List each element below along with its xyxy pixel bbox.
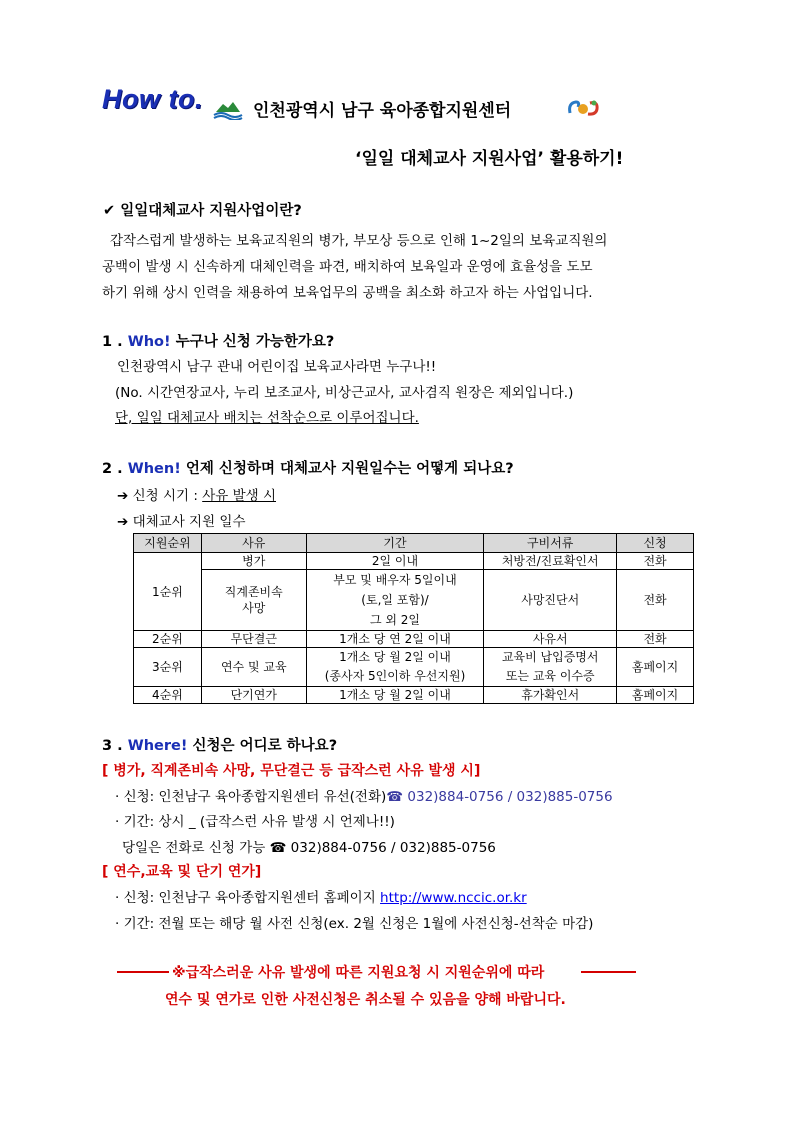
- notice-divider-right: [581, 971, 636, 973]
- q2-key: When!: [127, 461, 181, 477]
- table-header-cell: 기간: [306, 534, 484, 553]
- how-to-logo-text: How to.: [102, 84, 203, 114]
- reason-cell: 단기연가: [201, 687, 306, 704]
- q1-question: 누구나 신청 가능한가요?: [175, 334, 335, 350]
- reason-cell: 연수 및 교육: [201, 648, 306, 687]
- reason-cell: 병가: [201, 553, 306, 570]
- reason-cell: [201, 570, 306, 631]
- period-line: 그 외 2일: [369, 613, 421, 627]
- document-cell: 휴가확인서: [484, 687, 617, 704]
- document-cell: 사망진단서: [484, 570, 617, 631]
- table-row: [134, 570, 694, 631]
- period-cell: 1개소 당 연 2일 이내: [306, 631, 484, 648]
- notice-line-2: 연수 및 연가로 인한 사전신청은 취소될 수 있음을 양해 바랍니다.: [165, 992, 566, 1008]
- q2-days-label: ➔ 대체교사 지원 일수: [117, 514, 246, 530]
- center-name: 인천광역시 남구 육아종합지원센터: [253, 101, 512, 121]
- apply-method-cell: 전화: [617, 553, 694, 570]
- district-emblem-icon: [213, 98, 243, 120]
- homepage-link[interactable]: http://www.nccic.or.kr: [380, 890, 527, 906]
- period-cell: 2일 이내: [306, 553, 484, 570]
- document-cell: 처방전/진료확인서: [484, 553, 617, 570]
- planned-apply-label: · 신청: 인천남구 육아종합지원센터 홈페이지: [115, 890, 381, 906]
- urgent-apply-label: · 신청: 인천남구 육아종합지원센터 유선(전화): [115, 789, 387, 805]
- table-header-row: [134, 534, 694, 553]
- support-days-table: [133, 533, 694, 704]
- table-header-cell: 구비서류: [484, 534, 617, 553]
- table-row: [134, 648, 694, 687]
- table-header-cell: 사유: [201, 534, 306, 553]
- q3-heading: [102, 734, 337, 755]
- reason-line: 사망: [242, 601, 266, 615]
- document-line: 또는 교육 이수증: [505, 669, 595, 683]
- q1-line-3: 단, 일일 대체교사 배치는 선착순으로 이루어집니다.: [115, 410, 419, 426]
- urgent-section-title: [ 병가, 직계존비속 사망, 무단결근 등 급작스런 사유 발생 시]: [102, 763, 481, 779]
- apply-method-cell: 홈페이지: [617, 648, 694, 687]
- period-line: 부모 및 배우자 5일이내: [333, 573, 457, 587]
- q2-timing-line: [117, 484, 276, 504]
- q1-heading: [102, 330, 334, 351]
- urgent-apply-line: [115, 785, 613, 805]
- q2-timing-value: 사유 발생 시: [202, 488, 276, 504]
- table-row: [134, 553, 694, 570]
- q1-number: 1 .: [102, 334, 123, 350]
- urgent-period-line: · 기간: 상시 _ (급작스런 사유 발생 시 언제나!!): [115, 814, 395, 830]
- document-cell: 사유서: [484, 631, 617, 648]
- rank-cell: 1순위: [134, 553, 202, 631]
- q2-heading: [102, 457, 514, 478]
- urgent-sameday-line: 당일은 전화로 신청 가능 ☎ 032)884-0756 / 032)885-0756: [122, 840, 496, 856]
- q3-number: 3 .: [102, 738, 123, 754]
- q1-line-2: (No. 시간연장교사, 누리 보조교사, 비상근교사, 교사겸직 원장은 제외입니다.): [115, 385, 574, 401]
- period-cell: 1개소 당 월 2일 이내: [306, 687, 484, 704]
- reason-cell: 무단결근: [201, 631, 306, 648]
- rank-cell: 3순위: [134, 648, 202, 687]
- table-row: [134, 631, 694, 648]
- period-cell: [306, 570, 484, 631]
- reason-line: 직계존비속: [224, 585, 283, 599]
- q2-number: 2 .: [102, 461, 123, 477]
- table-header-cell: 지원순위: [134, 534, 202, 553]
- page-subtitle: ‘일일 대체교사 지원사업’ 활용하기!: [355, 149, 624, 169]
- intro-line-1: 갑작스럽게 발생하는 보육교직원의 병가, 부모상 등으로 인해 1~2일의 보육교직원의: [110, 233, 608, 249]
- notice-line-1: ※급작스러운 사유 발생에 따른 지원요청 시 지원순위에 따라: [172, 965, 545, 981]
- intro-heading: ✔ 일일대체교사 지원사업이란?: [103, 203, 302, 219]
- planned-apply-line: [115, 886, 527, 906]
- q3-key: Where!: [127, 738, 188, 754]
- planned-period-line: · 기간: 전월 또는 해당 월 사전 신청(ex. 2월 신청은 1월에 사전신청-선착순 마감): [115, 916, 594, 932]
- urgent-apply-phone: ☎ 032)884-0756 / 032)885-0756: [386, 789, 613, 805]
- notice-divider-left: [117, 971, 169, 973]
- period-line: (종사자 5인이하 우선지원): [324, 669, 466, 683]
- document-line: 교육비 납입증명서: [501, 650, 599, 664]
- q1-key: Who!: [127, 334, 171, 350]
- document-cell: [484, 648, 617, 687]
- rank-cell: 4순위: [134, 687, 202, 704]
- center-logo-icon: [566, 97, 602, 119]
- intro-line-3: 하기 위해 상시 인력을 채용하여 보육업무의 공백을 최소화 하고자 하는 사업입니다.: [102, 285, 593, 301]
- intro-line-2: 공백이 발생 시 신속하게 대체인력을 파견, 배치하여 보육일과 운영에 효율성을 도모: [102, 259, 593, 275]
- apply-method-cell: 홈페이지: [617, 687, 694, 704]
- table-row: [134, 687, 694, 704]
- period-cell: [306, 648, 484, 687]
- rank-cell: 2순위: [134, 631, 202, 648]
- q3-question: 신청은 어디로 하나요?: [192, 738, 338, 754]
- q2-question: 언제 신청하며 대체교사 지원일수는 어떻게 되나요?: [185, 461, 514, 477]
- q1-line-1: 인천광역시 남구 관내 어린이집 보육교사라면 누구나!!: [117, 359, 437, 375]
- q2-timing-label: ➔ 신청 시기 :: [117, 488, 203, 504]
- period-line: 1개소 당 월 2일 이내: [339, 650, 451, 664]
- apply-method-cell: 전화: [617, 631, 694, 648]
- table-header-cell: 신청: [617, 534, 694, 553]
- period-line: (토,일 포함)/: [361, 593, 429, 607]
- apply-method-cell: 전화: [617, 570, 694, 631]
- planned-section-title: [ 연수,교육 및 단기 연가]: [102, 864, 262, 880]
